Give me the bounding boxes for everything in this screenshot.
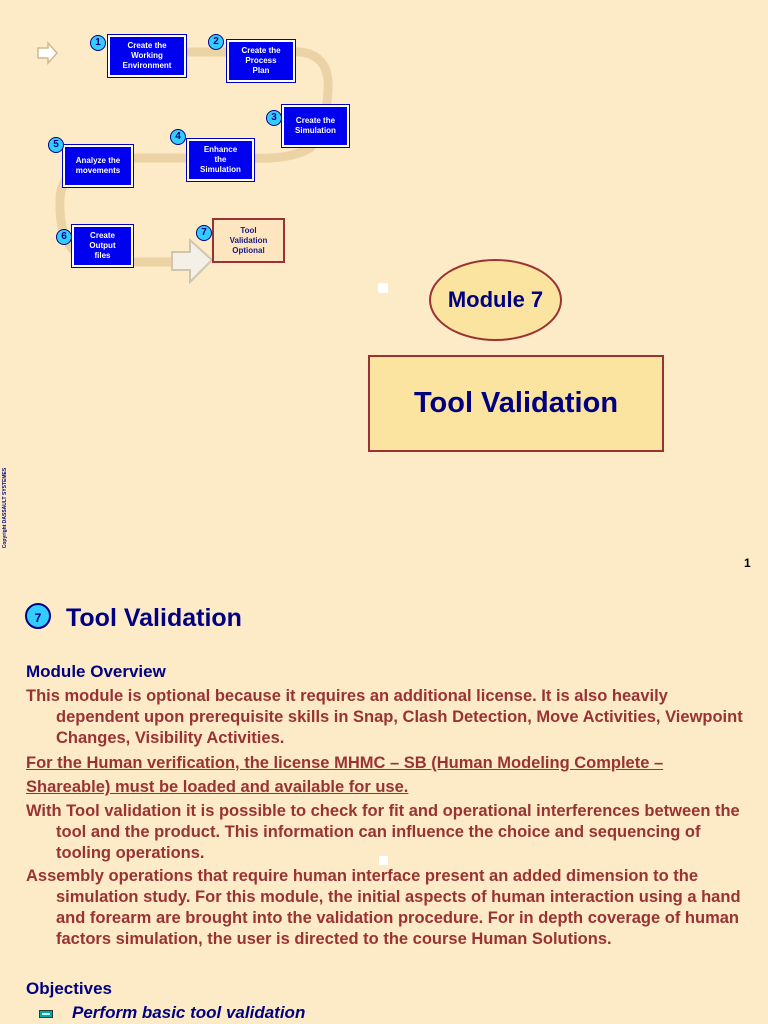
step-4-number: 4 <box>170 129 186 145</box>
objective-item: Perform basic tool validation <box>72 1003 306 1022</box>
step-2-number: 2 <box>208 34 224 50</box>
step-1-box[interactable]: Create the Working Environment <box>108 35 186 77</box>
current-step-arrow-icon <box>172 240 212 282</box>
decorative-square <box>378 283 388 293</box>
overview-paragraph-3: Assembly operations that require human interface present an added dimension to the simulation study. For this module, the initial aspects of human interaction using a hand and forearm are brought into the validation procedure. For in depth coverage of human factors simulation, the user is directed to the course Human Solutions. <box>26 867 741 948</box>
step-3-box[interactable]: Create the Simulation <box>282 105 349 147</box>
bullet-icon <box>39 1010 53 1018</box>
step-5-box[interactable]: Analyze the movements <box>63 145 133 187</box>
section-badge: 7 <box>25 603 51 629</box>
module-title: Tool Validation <box>368 355 664 452</box>
step-4-box[interactable]: Enhance the Simulation <box>187 139 254 181</box>
copyright-text: Copyright DASSAULT SYSTEMES <box>2 467 9 549</box>
step-3-number: 3 <box>266 110 282 126</box>
page-number: 1 <box>744 556 751 570</box>
section-title: Tool Validation <box>66 604 242 632</box>
overview-paragraph-license: For the Human verification, the license MHMC – SB (Human Modeling Complete – Shareable) must be loaded and available for use. <box>26 754 664 796</box>
start-arrow-icon <box>38 43 57 63</box>
step-2-box[interactable]: Create the Process Plan <box>227 40 295 82</box>
step-6-number: 6 <box>56 229 72 245</box>
step-5-number: 5 <box>48 137 64 153</box>
objectives-heading: Objectives <box>26 979 112 998</box>
overview-heading: Module Overview <box>26 662 166 681</box>
module-label: Module 7 <box>429 259 562 341</box>
step-1-number: 1 <box>90 35 106 51</box>
decorative-square <box>379 856 388 865</box>
overview-paragraph-2: With Tool validation it is possible to check for fit and operational interferences between the tool and the product. This information can influence the choice and sequencing of tooling operations. <box>26 802 740 862</box>
overview-paragraph-1: This module is optional because it requires an additional license. It is also heavily dependent upon prerequisite skills in Snap, Clash Detection, Move Activities, Viewpoint Changes, Visibility Activities. <box>26 687 743 747</box>
step-6-box[interactable]: Create Output files <box>72 225 133 267</box>
step-7-box[interactable]: Tool Validation Optional <box>212 218 285 263</box>
step-7-number: 7 <box>196 225 212 241</box>
